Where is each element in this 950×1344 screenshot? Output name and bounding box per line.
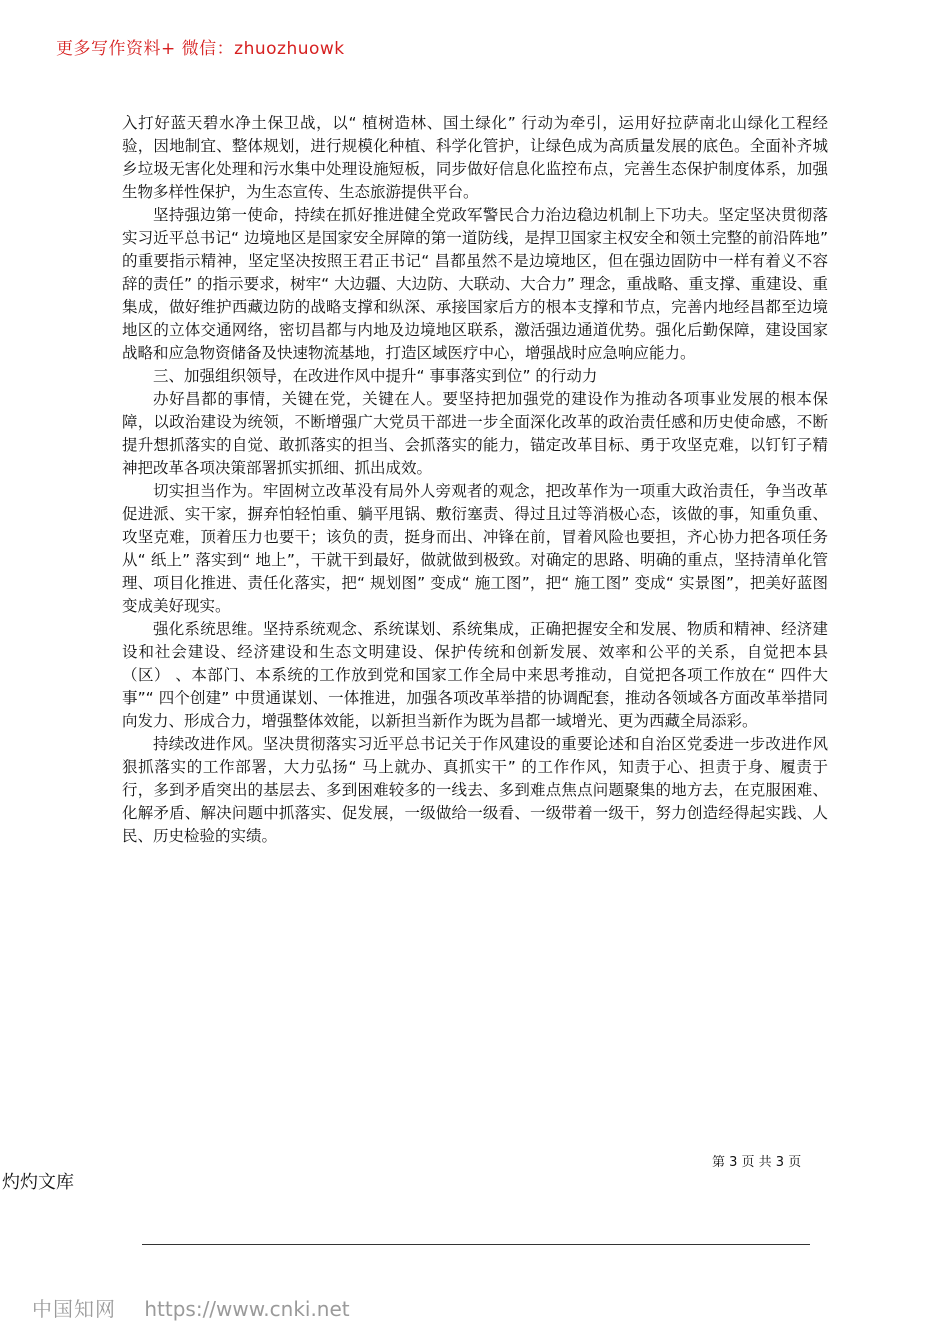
- paragraph: 切实担当作为。牢固树立改革没有局外人旁观者的观念，把改革作为一项重大政治责任，争当改革促进派、实干家，摒弃怕轻怕重、躺平甩锅、敷衍塞责、得过且过等消极心态，该做的事，知重负重、攻坚克难，顶着压力也要干；该负的责，挺身而出、冲锋在前，冒着风险也要担，齐心协力把各项任务从“ 纸上” 落实到“ 地上”，干就干到最好，做就做到极致。对确定的思路、明确的重点，坚持清单化管理、项目化推进、责任化落实，把“ 规划图” 变成“ 施工图”，把“ 施工图” 变成“ 实景图”，把美好蓝图变成美好现实。: [122, 482, 828, 615]
- promo-header: 更多写作资料+ 微信：zhuozhuowk: [56, 39, 345, 59]
- paragraph: 入打好蓝天碧水净土保卫战，以“ 植树造林、国土绿化” 行动为牵引，运用好拉萨南北山绿化工程经验，因地制宜、整体规划，进行规模化种植、科学化管护，让绿色成为高质量发展的底色。全面补齐城乡垃圾无害化处理和污水集中处理设施短板，同步做好信息化监控布点，完善生态保护制度体系，加强生物多样性保护，为生态宣传、生态旅游提供平台。: [122, 114, 828, 201]
- footer-divider: [142, 1244, 810, 1245]
- watermark-url: https://www.cnki.net: [144, 1297, 350, 1321]
- page-number: 第 3 页 共 3 页: [712, 1155, 802, 1170]
- paragraph: 持续改进作风。坚决贯彻落实习近平总书记关于作风建设的重要论述和自治区党委进一步改进作风狠抓落实的工作部署，大力弘扬“ 马上就办、真抓实干” 的工作作风，知责于心、担责于身、履责于行，多到矛盾突出的基层去、多到困难较多的一线去、多到难点焦点问题聚集的地方去，在克服困难、化解矛盾、解决问题中抓落实、促发展，一级做给一级看、一级带着一级干，努力创造经得起实践、人民、历史检验的实绩。: [122, 735, 828, 845]
- document-body: [122, 112, 828, 848]
- paragraph: 办好昌都的事情，关键在党，关键在人。要坚持把加强党的建设作为推动各项事业发展的根本保障，以政治建设为统领，不断增强广大党员干部进一步全面深化改革的政治责任感和历史使命感，不断提升想抓落实的自觉、敢抓落实的担当、会抓落实的能力，锚定改革目标、勇于攻坚克难，以钉钉子精神把改革各项决策部署抓实抓细、抓出成效。: [122, 390, 828, 477]
- watermark-brand: 中国知网: [32, 1297, 116, 1321]
- paragraph: 强化系统思维。坚持系统观念、系统谋划、系统集成，正确把握安全和发展、物质和精神、经济建设和社会建设、经济建设和生态文明建设、保护传统和创新发展、效率和公平的关系，自觉把本县（区） 、本部门、本系统的工作放到党和国家工作全局中来思考推动，自觉把各项工作放在“ 四件大事”“ 四个创建” 中贯通谋划、一体推进，加强各项改革举措的协调配套，推动各领域各方面改革举措同向发力、形成合力，增强整体效能，以新担当新作为既为昌都一域增光、更为西藏全局添彩。: [122, 620, 828, 730]
- paragraph: 坚持强边第一使命，持续在抓好推进健全党政军警民合力治边稳边机制上下功夫。坚定坚决贯彻落实习近平总书记“ 边境地区是国家安全屏障的第一道防线，是捍卫国家主权安全和领土完整的前沿阵地” 的重要指示精神，坚定坚决按照王君正书记“ 昌都虽然不是边境地区，但在强边固防中一样有着义不容辞的责任” 的指示要求，树牢“ 大边疆、大边防、大联动、大合力” 理念，重战略、重支撑、重建设、重集成，做好维护西藏边防的战略支撑和纵深、承接国家后方的根本支撑和节点，完善内地经昌都至边境地区的立体交通网络，密切昌都与内地及边境地区联系，激活强边通道优势。强化后勤保障，建设国家战略和应急物资储备及快速物流基地，打造区域医疗中心，增强战时应急响应能力。: [122, 206, 828, 362]
- library-name: 灼灼文库: [2, 1172, 74, 1193]
- watermark: [32, 1293, 350, 1322]
- section-heading: 三、加强组织领导，在改进作风中提升“ 事事落实到位” 的行动力: [153, 367, 598, 385]
